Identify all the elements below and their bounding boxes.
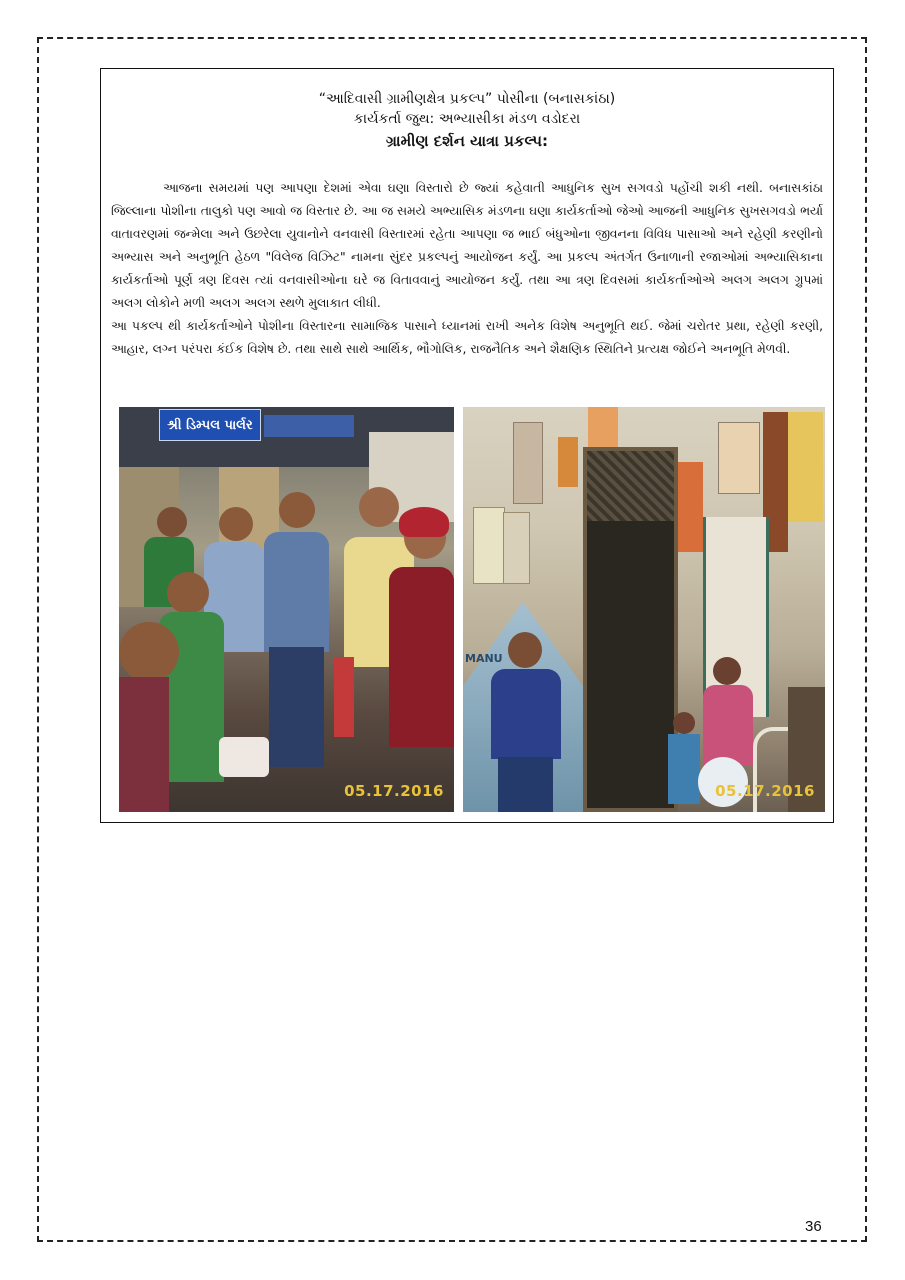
team-subtitle: કાર્યકર્તા જુથ: અભ્યાસીકા મંડળ વડોદરા — [353, 111, 581, 127]
page-number: 36 — [805, 1218, 822, 1235]
wall-text: MANU — [465, 652, 503, 665]
project-title: “આદિવાસી ગ્રામીણક્ષેત્ર પ્રકલ્પ” પોસીના (બનાસકાંઠા) — [318, 91, 616, 107]
photo-village-house — [463, 407, 825, 812]
date-stamp-right: 05.17.2016 — [715, 782, 815, 800]
date-stamp-left: 05.17.2016 — [344, 782, 444, 800]
paragraph-2: આ પકલ્પ થી કાર્યકર્તાઓને પોશીના વિસ્તારના સામાજિક પાસાને ધ્યાનમાં રાખી અનેક વિશેષ અનુભૂતિ થઈ. જેમાં ચરોતર પ્રથા, રહેણી કરણી, આહાર, લગ્ન પરંપરા કંઈક વિશેષ છે. તથા સાથે સાથે આર્થિક, ભૌગોલિક, રાજનૈતિક અને શૈક્ષણિક સ્થિતિને પ્રત્યક્ષ જોઈને અનભૂતિ મેળવી. — [111, 319, 823, 356]
paragraph-1: આજના સમયમાં પણ આપણા દેશમાં એવા ઘણા વિસ્તારો છે જ્યાં કહેવાતી આધુનિક સુખ સગવડો પહોંચી શકી નથી. બનાસકાંઠા જિલ્લાના પોશીના તાલુકો પણ આવો જ વિસ્તાર છે. આ જ સમયે અભ્યાસિક મંડળના ઘણા કાર્યકર્તાઓ જેઓ આજની આધુનિક સુખસગવડો ભર્યા વાતાવરણમાં જન્મેલા અને ઉછરેલા યુવાનોને વનવાસી વિસ્તારમાં રહેતા આપણા જ ભાઈ બંધુઓના જીવનના વિવિધ પાસાઓ અને રહેણી કરણીનો અભ્યાસ અને અનુભૂતિ હેઠળ "વિલેજ વિઝિટ" નામના સુંદર પ્રકલ્પનું આયોજન કર્યું. આ પ્રકલ્પ અંતર્ગત ઉનાળાની રજાઓમાં અભ્યાસિકાના કાર્યકર્તાઓ પૂર્ણ ત્રણ દિવસ ત્યાં વનવાસીઓના ઘરે જ વિતાવવાનું આયોજન કર્યું. તથા આ ત્રણ દિવસમાં કાર્યકર્તાઓએ અલગ અલગ ગ્રુપમાં અલગ લોકોને મળી અલગ અલગ સ્થળે મુલાકાત લીધી. — [111, 181, 823, 310]
photo-group-volunteers — [119, 407, 454, 812]
content-box — [100, 68, 834, 823]
body-text — [111, 177, 823, 361]
section-heading: ગ્રામીણ દર્શન યાત્રા પ્રકલ્પ: — [385, 132, 549, 150]
shop-sign: શ્રી ડિમ્પલ પાર્લર — [159, 409, 261, 441]
